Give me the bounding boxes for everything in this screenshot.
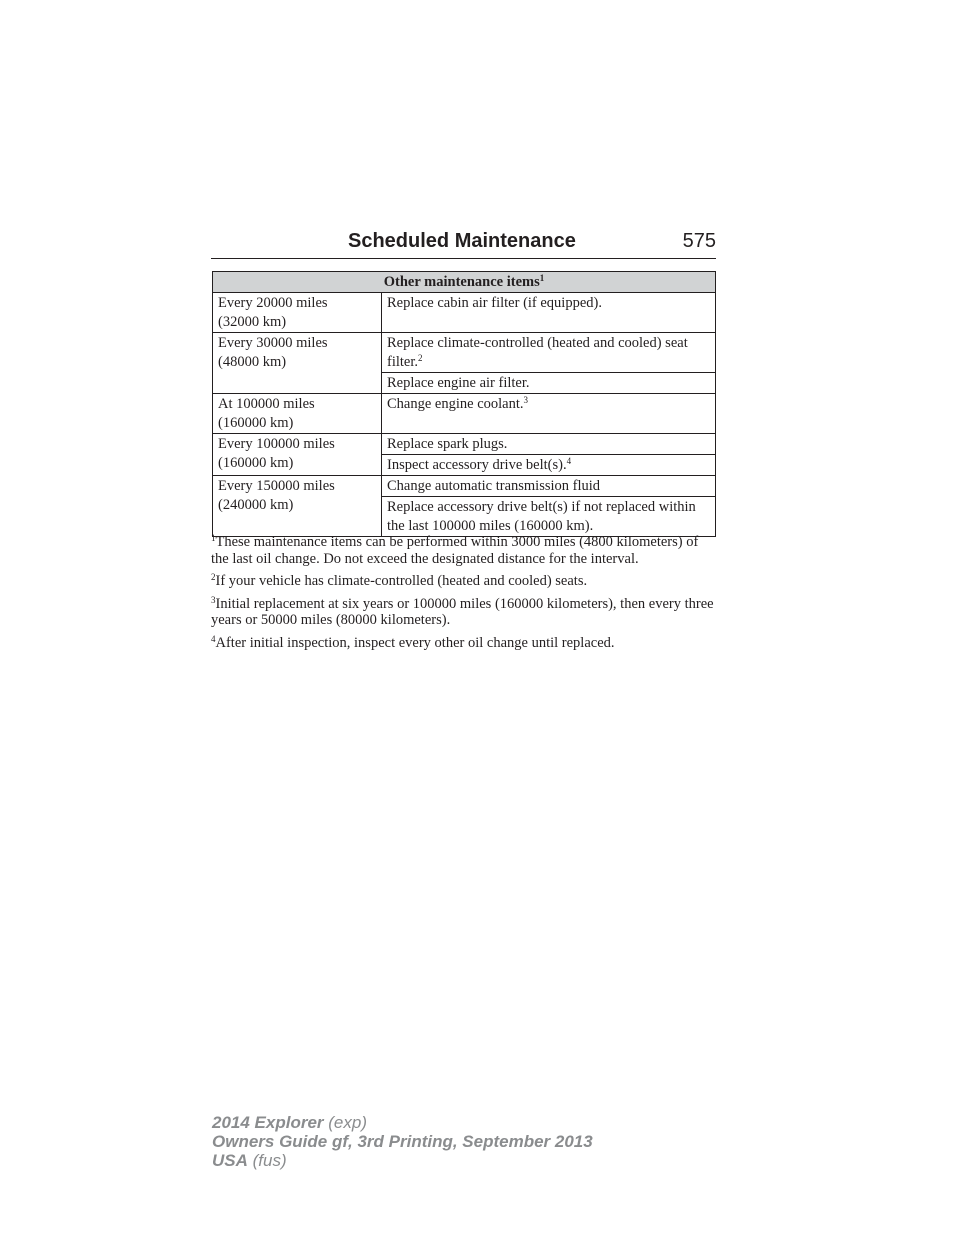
footnote-mark: 1 <box>211 533 216 543</box>
footnote <box>211 635 716 652</box>
table-row <box>213 394 716 434</box>
maintenance-table <box>212 271 716 537</box>
task-cell <box>382 434 716 455</box>
footnote-ref: 4 <box>566 456 572 466</box>
footnote-ref: 1 <box>539 273 545 283</box>
page-number: 575 <box>682 230 716 252</box>
task-cell <box>382 373 716 394</box>
footnote <box>211 534 716 567</box>
table-header-row <box>213 272 716 293</box>
interval-line: Every 30000 miles <box>218 335 328 351</box>
interval-line: (240000 km) <box>218 497 294 513</box>
interval-line: Every 150000 miles <box>218 478 335 494</box>
task-text: Change automatic transmission fluid <box>387 478 601 494</box>
interval-line: (32000 km) <box>218 314 287 330</box>
interval-cell <box>213 476 382 537</box>
task-text: Replace climate-controlled (heated and cooled) seat filter. <box>387 335 688 370</box>
page-header <box>211 230 716 259</box>
task-text: Inspect accessory drive belt(s). <box>387 457 567 473</box>
interval-line: (48000 km) <box>218 354 287 370</box>
task-text: Replace accessory drive belt(s) if not replaced within the last 100000 miles (160000 km). <box>387 499 696 534</box>
footer-line-1: 2014 Explorer (exp) <box>212 1113 367 1132</box>
task-text: Replace spark plugs. <box>387 436 508 452</box>
footnotes <box>211 534 716 657</box>
task-cell <box>382 476 716 497</box>
task-cell <box>382 293 716 333</box>
footnote-mark: 2 <box>211 572 216 582</box>
interval-line: (160000 km) <box>218 415 294 431</box>
footnote <box>211 573 716 590</box>
footer-line-3: USA (fus) <box>212 1151 287 1170</box>
footnote-text: These maintenance items can be performed within 3000 miles (4800 kilometers) of the last oil change. Do not exceed the designated distance for the interval. <box>211 534 699 567</box>
interval-line: (160000 km) <box>218 455 294 471</box>
footnote-text: Initial replacement at six years or 100000 miles (160000 kilometers), then every three years or 50000 miles (80000 kilometers). <box>211 595 714 628</box>
table-heading: Other maintenance items$^1$ <box>213 272 716 293</box>
task-cell <box>382 497 716 537</box>
interval-cell <box>213 434 382 476</box>
interval-line: Every 100000 miles <box>218 436 335 452</box>
task-text: Replace engine air filter. <box>387 375 530 391</box>
footnote-text: If your vehicle has climate-controlled (heated and cooled) seats. <box>215 573 588 589</box>
task-cell <box>382 333 716 373</box>
page-footer <box>212 1113 593 1170</box>
footer-line-2: Owners Guide gf, 3rd Printing, September 2013 <box>212 1132 593 1151</box>
task-cell <box>382 394 716 434</box>
interval-cell <box>213 394 382 434</box>
table-row <box>213 434 716 455</box>
interval-line: Every 20000 miles <box>218 295 328 311</box>
interval-cell <box>213 333 382 394</box>
table-row <box>213 476 716 497</box>
footnote-text: After initial inspection, inspect every other oil change until replaced. <box>215 634 615 651</box>
footnote <box>211 596 716 629</box>
task-text: Change engine coolant. <box>387 396 524 412</box>
interval-cell <box>213 293 382 333</box>
footnote-mark: 3 <box>211 594 216 605</box>
task-cell <box>382 455 716 476</box>
footnote-ref: 3 <box>523 395 528 405</box>
interval-line: At 100000 miles <box>218 396 315 412</box>
task-text: Replace cabin air filter (if equipped). <box>387 295 602 311</box>
table-row <box>213 293 716 333</box>
page-title: Scheduled Maintenance <box>348 230 576 252</box>
footnote-ref: 2 <box>418 353 423 363</box>
table-row <box>213 333 716 373</box>
footnote-mark: 4 <box>211 633 216 644</box>
